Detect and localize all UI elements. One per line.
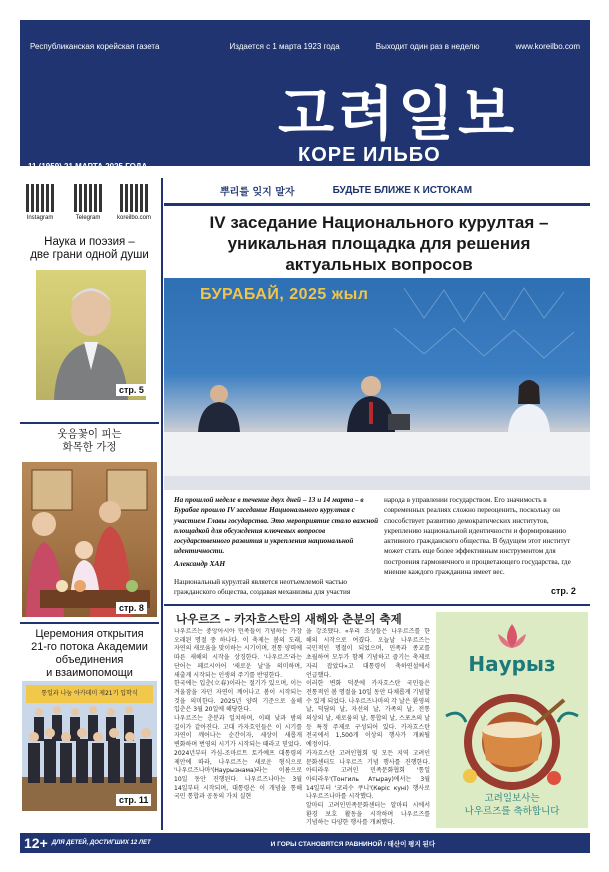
age-rating-note: ДЛЯ ДЕТЕЙ, ДОСТИГШИХ 12 ЛЕТ: [51, 839, 151, 846]
photo-banner-text: БУРАБАЙ, 2025 жыл: [200, 286, 369, 303]
slogan-russian: БУДЬТЕ БЛИЖЕ К ИСТОКАМ: [332, 184, 473, 196]
sidebar-item2-title[interactable]: 웃음꽃이 피는 화목한 가정: [57, 428, 122, 453]
newspaper-title-russian: КОРЕ ИЛЬБО: [298, 144, 441, 166]
footer-bar: [20, 833, 590, 853]
qr-code-telegram[interactable]: [74, 184, 102, 212]
sidebar-divider-1: [20, 422, 159, 424]
nauryz-column2: 을 강조했다. «우리 조상들은 나우르즈를 한 해의 시작으로 여겼다. 오늘날 나우르즈는 국민적인 명절이 되었으며, 민족과 종교를 초월하여 모두가 함께 기념하고 즐기는 축제로 자리 잡았다»고 대통령이 축하연설에서 언급했다. 이러한 변화 덕분에 카자흐스탄 국민들은 전통적인 봄 명절을 10일 동안 다채롭게 기념할 수 있게 되었다. 나우르즈나마의 각 날은 환영의 날, 덕담의 날, 자선의 날, 가족의 날, 전통 의상의 날, 새로움의 날, 통합의 날, 스포츠의 날 등 특정 주제로 구성되어 있다. 카자흐스탄 전국에서 1,500개 이상의 행사가 개최될 예정이다. 카자흐스탄 고려인협회 및 모든 지역 고려인 문화센터도 나우르즈 기념 행사를 진행한다. 아티라우 고려인 민족문화협회 '통일 아티라우'(Тонгиль Атырау)에서는 3월 14일부터 '코리수 쿠니'(Көріс куні) 행사로 나우르즈나마를 시작했다. 알마티 고려인민족문화센터는 알마티 시에서 환경 보호 활동을 시작하며 나우르즈를 기념하는 다양한 행사를 개최했다.: [306, 628, 430, 827]
poster-title: Наурыз: [468, 652, 556, 676]
nauryz-poster: [436, 612, 588, 828]
portrait-photo: [36, 270, 146, 400]
lead-body-column1: Национальный курултай является неотъемлемой частью гражданского общества, создавая механизмы для участия: [174, 578, 351, 597]
lead-byline: Александр ХАН: [174, 559, 226, 568]
lead-paragraph: На прошлой неделе в течение двух дней – 13 и 14 марта – в Бурабае прошло IV заседание Национального курултая с участием Главы государства. Это мероприятие стало важной площадкой для обсуждения ключевых вопросов государственного развития и укрепления национальной идентичности.: [174, 496, 379, 556]
speaker-left: [198, 385, 240, 432]
qr-label-instagram: Instagram: [26, 215, 54, 221]
sidebar-divider-2: [20, 622, 159, 624]
speaker-center: [347, 376, 410, 432]
kurultai-illustration: [164, 278, 590, 490]
portrait-illustration: [36, 270, 146, 400]
masthead-info-row: [30, 42, 580, 56]
sidebar-item2-page[interactable]: стр. 8: [116, 602, 147, 614]
age-rating: 12+: [24, 835, 48, 851]
sidebar-item3-page[interactable]: стр. 11: [116, 794, 151, 806]
qr-code-instagram[interactable]: [26, 184, 54, 212]
lead-body-column2: народа в управлении государством. Его значимость в современных реалиях сложно переоценить, поскольку он способствует развитию демократических институтов, укреплению национальной идентичности и формированию активного гражданского общества. В будущем этот институт может стать еще более эффективным инструментом для построения гармоничного и процветающего государства, где мнение каждого гражданина имеет вес.: [384, 496, 571, 577]
kurultai-photo: [164, 278, 590, 490]
footer-motto: И ГОРЫ СТАНОВЯТСЯ РАВНИНОЙ / 태산이 평지 된다: [270, 840, 436, 848]
issue-date: 11 (1959) 21 МАРТА 2025 ГОДА: [28, 162, 148, 171]
qr-label-telegram: Telegram: [75, 215, 101, 221]
nauryz-article-title[interactable]: 나우르즈 – 카자흐스탄의 새해와 춘분의 축제: [176, 612, 402, 626]
masthead: [20, 20, 590, 171]
ceremony-photo: [22, 681, 157, 811]
sidebar-divider: [161, 178, 163, 830]
family-photo: [22, 462, 157, 617]
speaker-right: [508, 380, 550, 432]
sidebar-item1-title[interactable]: Наука и поэзия – две грани одной души: [30, 236, 149, 261]
lead-headline[interactable]: IV заседание Национального курултая – уникальная площадка для решения актуальных вопросов: [209, 213, 549, 274]
family-illustration: [22, 462, 157, 617]
nauryz-column1: 나우르즈는 중앙아시아 민족들이 기념하는 가장 오래된 명절 중 하나다. 이 축제는 봄의 도래, 자연의 새로움을 맞이하는 시기이며, 전통 양력에 따른 새해의 시작을 상징한다. '나우르즈'라는 단어는 페르시아어 '새로운 날'을 의미하며, 새출게 시작되는 인생의 주기를 반영한다. 한국에는 입춘(立春)이라는 절기가 있으며, 이는 겨울잠을 자던 자연이 깨어나고 봄이 시작되는 것을 의미한다. 2025년 양력 기준으로 올해 입춘은 3월 20일에 해당한다. 나우르즈는 춘분과 일치하며, 이때 낮과 밤의 길이가 같아진다. 고대 카자흐인들은 이 시기를 자연이 깨어나는 순간이자, 세상이 새롭게 변화하며 번영의 시기가 시작되는 때라고 믿었다. 2024년부터 카심-조마르트 토카예프 대통령의 제안에 따라, 나우르즈는 새로운 형식으로 '나우르즈나마'(Наурызнама)라는 이름으로 10일 동안 진행된다. 나우르즈나마는 3월 14일부터 시작되며, 대통령은 이 개념을 통해 국민 통합과 공동의 가치 실현: [174, 628, 302, 801]
masthead-center-note: Издается с 1 марта 1923 года: [229, 42, 340, 51]
ceremony-banner: 통일과 나눔 아카데미 제21기 입학식: [26, 685, 153, 703]
masthead-website[interactable]: www.koreilbo.com: [515, 42, 580, 51]
masthead-left-note: Республиканская корейская газета: [30, 42, 160, 51]
sidebar-item1-page[interactable]: стр. 5: [116, 384, 147, 396]
poster-greeting: 고려일보사는 나우르즈를 축하합니다: [464, 793, 560, 817]
masthead-right-note: Выходит один раз в неделю: [375, 42, 480, 51]
lead-page-ref[interactable]: стр. 2: [548, 585, 579, 597]
qr-code-website[interactable]: [120, 184, 148, 212]
qr-label-website: koreilbo.com: [116, 215, 151, 221]
ribbon-divider: [164, 203, 590, 206]
slogan-korean: 뿌리를 잊지 말자: [220, 186, 295, 198]
newspaper-title-korean: 고려일보: [278, 80, 519, 148]
section-divider: [164, 604, 590, 606]
sidebar-item3-title[interactable]: Церемония открытия 21-го потока Академии объединения и взаимопомощи: [31, 628, 148, 679]
slogan-ribbon: [164, 178, 590, 202]
